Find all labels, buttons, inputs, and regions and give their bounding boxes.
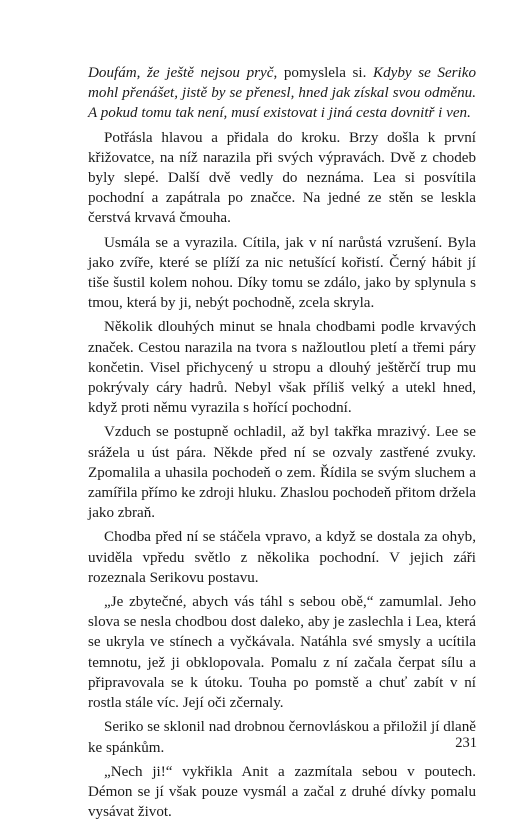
paragraph-4 [88,317,476,418]
narration-text: , pomyslela si. [273,65,374,81]
body-text [88,63,476,826]
paragraph-text: „Nech ji!“ vykřikla Anit a zazmítala sebou v poutech. Démon se jí však pouze vysmál a začal z druhé dívky pomalu vysávat život. [88,763,476,821]
paragraph-5 [88,422,476,523]
paragraph-7 [88,592,476,713]
paragraph-text: Potřásla hlavou a přidala do kroku. Brzy došla k první křižovatce, na níž narazila při svých výpravách. Dvě z chodeb byly slepé. Další dvě vedly do neznáma. Lea si posvítila pochodní a zapátrala po značce. Na jedné ze stěn se leskla čerstvá krvavá čmouha. [88,129,476,227]
paragraph-9 [88,762,476,823]
page-number: 231 [455,735,477,751]
paragraph-text: Vzduch se postupně ochladil, až byl takřka mrazivý. Lee se srážela u úst pára. Někde před ní se ozvaly zastřené zvuky. Zpomalila a uhasila pochodeň o zem. Řídila se svým sluchem a zamířila přímo ke zdroji hluku. Zhaslou pochodeň přitom držela jako zbraň. [88,424,476,522]
paragraph-text: Chodba před ní se stáčela vpravo, a když se dostala za ohyb, uviděla vpředu světlo z několika pochodní. V jejich záři rozeznala Serikovu postavu. [88,529,476,586]
italic-thought: Kdyby se Seriko mohl přenášet, jistě by se přenesl, hned jak získal svou odměnu. A pokud tomu tak není, musí existovat i jiná cesta dovnitř i ven. [88,65,476,122]
paragraph-text: Několik dlouhých minut se hnala chodbami podle krvavých značek. Cestou narazila na tvora s nažloutlou pletí a třemi páry končetin. Visel přichycený u stropu a dlouhý ještěrčí trup mu pokrývaly cáry hadrů. Nebyl však příliš velký a utekl hned, když proti němu vyrazila s hořící pochodní. [88,319,476,417]
paragraph-text: Usmála se a vyrazila. Cítila, jak v ní narůstá vzrušení. Byla jako zvíře, které se plíží za nic netušící kořistí. Černý hábit jí tiše šustil kolem nohou. Díky tomu se zdálo, jako by splynula s tmou, která by ji, nebýt pochodně, zcela skryla. [88,234,476,312]
paragraph-text: „Je zbytečné, abych vás táhl s sebou obě,“ zamumlal. Jeho slova se nesla chodbou dost daleko, aby je zaslechla i Lea, která se ukryla ve stínech a vyčkávala. Natáhla své smysly a ucítila temnotu, jež ji obklopovala. Pomalu z ní začala čerpat sílu a připravovala se k útoku. Touha po pomstě a chuť zabít v ní rostla stále víc. Její oči zčernaly. [88,594,476,712]
paragraph-text: Seriko se sklonil nad drobnou černovláskou a přiložil jí dlaně ke spánkům. [88,719,476,756]
paragraph-8 [88,717,476,757]
paragraph-1 [88,63,476,124]
italic-thought: Doufám, že ještě nejsou pryč [88,65,274,81]
paragraph-2 [88,128,476,229]
paragraph-6 [88,527,476,588]
paragraph-3 [88,233,476,314]
